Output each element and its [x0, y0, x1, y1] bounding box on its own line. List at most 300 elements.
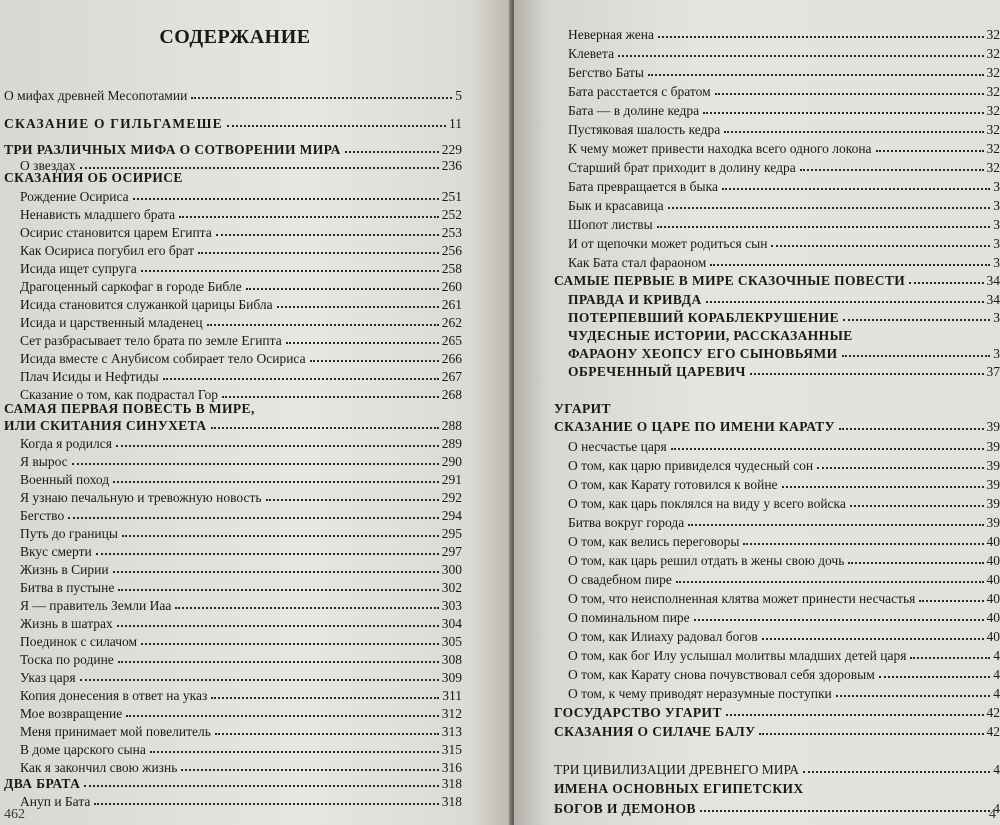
toc-leader-dots — [116, 445, 439, 447]
toc-leader-dots — [117, 625, 439, 627]
toc-entry — [20, 720, 462, 738]
toc-leader-dots — [113, 571, 439, 573]
toc-entry — [20, 311, 462, 329]
toc-leader-dots — [706, 301, 984, 303]
toc-entry-page: 253 — [441, 224, 462, 240]
toc-entry-title: О поминальном пире — [568, 609, 690, 625]
toc-entry-title: ИЛИ СКИТАНИЯ СИНУХЕТА — [4, 417, 207, 433]
toc-entry-page: 32 — [986, 140, 1000, 156]
toc-entry-page: 302 — [441, 579, 462, 595]
toc-entry-title: Пустяковая шалость кедра — [568, 121, 721, 137]
toc-entry-page: 236 — [441, 157, 462, 173]
toc-entry-title: К чему может привести находка всего одного локона — [568, 140, 872, 156]
toc-leader-dots — [657, 226, 991, 228]
toc-entry — [20, 347, 462, 365]
toc-entry-page: 252 — [441, 206, 462, 222]
toc-entry-page: 4 — [993, 800, 1000, 816]
toc-entry-title: Неверная жена — [568, 26, 654, 42]
toc-entry-page: 39 — [986, 495, 1000, 511]
toc-leader-dots — [919, 600, 983, 602]
toc-entry — [568, 605, 1000, 624]
toc-entry-page: 4 — [993, 666, 1000, 682]
toc-leader-dots — [345, 151, 439, 153]
toc-entry-title: Битва в пустыне — [20, 579, 115, 595]
toc-leader-dots — [839, 428, 984, 430]
toc-entry — [20, 432, 462, 450]
toc-entry — [554, 796, 1000, 815]
toc-leader-dots — [68, 517, 439, 519]
toc-entry-page: 268 — [441, 386, 462, 402]
toc-entry — [554, 268, 1000, 287]
toc-entry-page: 303 — [441, 597, 462, 613]
toc-entry-title: Я — правитель Земли Иаа — [20, 597, 172, 613]
toc-entry-title: Рождение Осириса — [20, 188, 129, 204]
toc-entry — [20, 666, 462, 684]
toc-entry-title: ФАРАОНУ ХЕОПСУ ЕГО СЫНОВЬЯМИ — [568, 345, 838, 361]
toc-entry-title: ДВА БРАТА — [4, 775, 81, 791]
toc-entry-title: БОГОВ И ДЕМОНОВ — [554, 800, 696, 816]
toc-entry-title: СКАЗАНИЯ ОБ ОСИРИСЕ — [4, 169, 183, 185]
toc-entry-page: 34 — [986, 272, 1000, 288]
toc-entry — [554, 414, 1000, 433]
toc-entry-page: 32 — [986, 83, 1000, 99]
toc-entry-page: 229 — [441, 141, 462, 157]
toc-leader-dots — [246, 288, 439, 290]
toc-entry — [568, 341, 1000, 360]
toc-leader-dots — [179, 216, 439, 218]
toc-entry-page: 39 — [986, 438, 1000, 454]
toc-entry-title: Жизнь в шатрах — [20, 615, 113, 631]
contents-title: СОДЕРЖАНИЕ — [159, 26, 311, 48]
toc-entry-page: 305 — [441, 633, 462, 649]
toc-entry — [554, 700, 1000, 719]
toc-entry-page: 267 — [441, 368, 462, 384]
toc-leader-dots — [80, 679, 439, 681]
toc-entry-title: Как я закончил свою жизнь — [20, 759, 178, 775]
toc-leader-dots — [771, 245, 990, 247]
toc-entry — [20, 365, 462, 383]
toc-entry-title: Сказание о том, как подрастал Гор — [20, 386, 218, 402]
toc-leader-dots — [817, 467, 983, 469]
toc-leader-dots — [876, 150, 984, 152]
toc-entry-title: О том, как велись переговоры — [568, 533, 740, 549]
toc-entry — [568, 231, 1000, 250]
toc-entry-title: СКАЗАНИЕ О ГИЛЬГАМЕШЕ — [4, 115, 223, 131]
toc-entry-page: 32 — [986, 102, 1000, 118]
toc-entry — [568, 510, 1000, 529]
toc-entry-title: Сет разбрасывает тело брата по земле Египта — [20, 332, 282, 348]
toc-entry-page: 297 — [441, 543, 462, 559]
toc-entry-page: 3 — [993, 309, 1000, 325]
toc-entry-page: 40 — [986, 571, 1000, 587]
toc-entry-title: О том, что неисполненная клятва может принести несчастья — [568, 590, 916, 606]
toc-entry-page: 3 — [993, 254, 1000, 270]
toc-leader-dots — [175, 607, 438, 609]
toc-entry-title: Бата расстается с братом — [568, 83, 711, 99]
toc-entry-page: 39 — [986, 457, 1000, 473]
toc-leader-dots — [710, 264, 990, 266]
toc-entry-page: 39 — [986, 514, 1000, 530]
toc-entry-title: О том, как бог Илу услышал молитвы младших детей царя — [568, 647, 907, 663]
toc-entry — [4, 112, 462, 130]
toc-entry-page: 294 — [441, 507, 462, 523]
toc-entry-page: 3 — [993, 178, 1000, 194]
toc-leader-dots — [141, 270, 439, 272]
toc-entry — [568, 472, 1000, 491]
toc-entry — [568, 529, 1000, 548]
toc-leader-dots — [207, 324, 439, 326]
toc-entry-page: 312 — [441, 705, 462, 721]
toc-entry — [568, 155, 1000, 174]
toc-entry-title: Поединок с силачом — [20, 633, 138, 649]
toc-leader-dots — [150, 751, 439, 753]
toc-leader-dots — [94, 803, 438, 805]
toc-entry — [568, 174, 1000, 193]
left-page-number: 462 — [4, 807, 25, 822]
toc-entry — [4, 414, 462, 432]
toc-entry — [20, 185, 462, 203]
toc-entry-page: 266 — [441, 350, 462, 366]
toc-entry-page: 251 — [441, 188, 462, 204]
toc-entry-page: 5 — [455, 87, 462, 103]
toc-entry-title: ПРАВДА И КРИВДА — [568, 291, 702, 307]
toc-entry-page: 308 — [441, 651, 462, 667]
toc-leader-dots — [216, 234, 439, 236]
toc-entry-title: Путь до границы — [20, 525, 118, 541]
toc-entry-title: О свадебном пире — [568, 571, 672, 587]
toc-leader-dots — [126, 715, 438, 717]
toc-entry-page: 37 — [986, 363, 1000, 379]
toc-leader-dots — [879, 676, 990, 678]
toc-entry-page: 288 — [441, 417, 462, 433]
toc-entry-title: УГАРИТ — [554, 400, 611, 416]
toc-entry-page: 295 — [441, 525, 462, 541]
toc-leader-dots — [850, 505, 984, 507]
toc-entry-title: ИМЕНА ОСНОВНЫХ ЕГИПЕТСКИХ — [554, 780, 804, 796]
toc-leader-dots — [722, 188, 990, 190]
toc-entry — [4, 397, 462, 415]
toc-leader-dots — [843, 319, 990, 321]
toc-entry-title: Вкус смерти — [20, 543, 92, 559]
toc-entry — [20, 203, 462, 221]
toc-entry-page: 258 — [441, 260, 462, 276]
toc-entry — [20, 790, 462, 808]
toc-entry-page: 3 — [993, 235, 1000, 251]
toc-entry-title: И от щепочки может родиться сын — [568, 235, 768, 251]
toc-entry-title: Как Осириса погубил его брат — [20, 242, 194, 258]
toc-entry-page: 42 — [986, 704, 1000, 720]
toc-entry — [568, 193, 1000, 212]
toc-leader-dots — [277, 306, 439, 308]
toc-entry-page: 4 — [993, 761, 1000, 777]
toc-entry-page: 40 — [986, 590, 1000, 606]
toc-leader-dots — [836, 695, 990, 697]
toc-entry-title: Шопот листвы — [568, 216, 653, 232]
toc-entry-title: Когда я родился — [20, 435, 112, 451]
toc-entry — [20, 239, 462, 257]
toc-entry-page: 290 — [441, 453, 462, 469]
toc-leader-dots — [910, 657, 990, 659]
toc-leader-dots — [141, 643, 439, 645]
toc-entry-title: Исида вместе с Анубисом собирает тело Осириса — [20, 350, 306, 366]
toc-entry-title: О том, как Карату готовился к войне — [568, 476, 778, 492]
toc-leader-dots — [286, 342, 439, 344]
toc-entry-title: Мое возвращение — [20, 705, 123, 721]
toc-entry — [4, 84, 462, 102]
toc-entry — [4, 772, 462, 790]
toc-entry — [568, 79, 1000, 98]
toc-entry-page: 11 — [449, 115, 462, 131]
toc-entry — [20, 648, 462, 666]
toc-entry — [568, 22, 1000, 41]
toc-entry-title: Меня принимает мой повелитель — [20, 723, 211, 739]
toc-leader-dots — [227, 125, 446, 127]
toc-entry-page: 32 — [986, 121, 1000, 137]
toc-leader-dots — [118, 589, 438, 591]
toc-entry-title: ГОСУДАРСТВО УГАРИТ — [554, 704, 722, 720]
toc-entry-page: 311 — [442, 687, 462, 703]
toc-leader-dots — [726, 714, 984, 716]
toc-entry — [568, 98, 1000, 117]
toc-entry-page: 256 — [441, 242, 462, 258]
toc-entry-page: 3 — [993, 216, 1000, 232]
toc-entry-page: 3 — [993, 197, 1000, 213]
toc-entry — [20, 275, 462, 293]
toc-leader-dots — [803, 771, 990, 773]
toc-entry-title: Ненависть младшего брата — [20, 206, 176, 222]
toc-leader-dots — [668, 207, 991, 209]
toc-entry-page: 315 — [441, 741, 462, 757]
toc-entry — [20, 576, 462, 594]
toc-leader-dots — [163, 378, 439, 380]
toc-entry — [20, 612, 462, 630]
toc-entry-page: 316 — [441, 759, 462, 775]
toc-entry-page: 32 — [986, 26, 1000, 42]
toc-entry — [20, 329, 462, 347]
toc-entry-page: 32 — [986, 159, 1000, 175]
toc-entry-title: О том, как царь поклялся на виду у всего войска — [568, 495, 846, 511]
toc-entry — [568, 453, 1000, 472]
toc-leader-dots — [118, 661, 439, 663]
toc-entry-page: 291 — [441, 471, 462, 487]
toc-entry — [554, 757, 1000, 776]
toc-entry-page: 32 — [986, 45, 1000, 61]
toc-entry-title: ПОТЕРПЕВШИЙ КОРАБЛЕКРУШЕНИЕ — [568, 309, 840, 325]
toc-entry-title: Как Бата стал фараоном — [568, 254, 707, 270]
toc-entry — [568, 681, 1000, 700]
right-page — [514, 0, 1000, 825]
toc-leader-dots — [909, 282, 983, 284]
toc-leader-dots — [688, 524, 983, 526]
toc-entry — [568, 250, 1000, 269]
toc-entry-page: 39 — [986, 418, 1000, 434]
toc-entry — [568, 41, 1000, 60]
toc-entry-page: 261 — [441, 296, 462, 312]
toc-entry — [20, 738, 462, 756]
toc-entry-page: 304 — [441, 615, 462, 631]
toc-entry-page: 42 — [986, 723, 1000, 739]
toc-leader-dots — [618, 55, 983, 57]
toc-entry-title: О мифах древней Месопотамии — [4, 87, 188, 103]
toc-entry-page: 292 — [441, 489, 462, 505]
toc-entry — [568, 117, 1000, 136]
toc-entry — [568, 60, 1000, 79]
toc-entry — [554, 396, 1000, 415]
toc-entry-page: 4 — [993, 647, 1000, 663]
toc-entry — [20, 468, 462, 486]
toc-entry-title: О несчастье царя — [568, 438, 667, 454]
toc-entry-title: О том, как царь решил отдать в жены свою дочь — [568, 552, 845, 568]
toc-leader-dots — [215, 733, 439, 735]
toc-entry-title: ЧУДЕСНЫЕ ИСТОРИИ, РАССКАЗАННЫЕ — [568, 327, 853, 343]
toc-entry-page: 40 — [986, 609, 1000, 625]
toc-leader-dots — [724, 131, 983, 133]
toc-entry — [20, 504, 462, 522]
toc-entry-page: 40 — [986, 533, 1000, 549]
toc-entry-title: Бегство — [20, 507, 65, 523]
toc-entry-title: О том, к чему приводят неразумные поступки — [568, 685, 832, 701]
toc-entry-page: 4 — [993, 685, 1000, 701]
toc-entry — [568, 491, 1000, 510]
toc-entry — [20, 257, 462, 275]
toc-entry-title: САМЫЕ ПЕРВЫЕ В МИРЕ СКАЗОЧНЫЕ ПОВЕСТИ — [554, 272, 906, 288]
toc-entry-page: 309 — [441, 669, 462, 685]
toc-leader-dots — [648, 74, 984, 76]
toc-leader-dots — [198, 252, 439, 254]
toc-entry-page: 262 — [441, 314, 462, 330]
toc-entry — [20, 594, 462, 612]
toc-entry — [20, 293, 462, 311]
toc-leader-dots — [762, 638, 984, 640]
toc-entry-title: Ануп и Бата — [20, 793, 91, 809]
toc-entry — [554, 776, 1000, 795]
toc-leader-dots — [694, 619, 984, 621]
toc-entry — [20, 540, 462, 558]
toc-entry — [554, 719, 1000, 738]
toc-entry-page: 318 — [441, 793, 462, 809]
toc-entry-title: ТРИ РАЗЛИЧНЫХ МИФА О СОТВОРЕНИИ МИРА — [4, 141, 341, 157]
toc-leader-dots — [181, 769, 438, 771]
toc-entry-page: 34 — [986, 291, 1000, 307]
toc-entry-title: О том, как Илиаху радовал богов — [568, 628, 758, 644]
toc-entry-title: Указ царя — [20, 669, 76, 685]
toc-entry — [568, 586, 1000, 605]
toc-leader-dots — [84, 785, 438, 787]
toc-leader-dots — [848, 562, 983, 564]
toc-entry — [568, 662, 1000, 681]
toc-entry-page: 40 — [986, 628, 1000, 644]
toc-leader-dots — [676, 581, 984, 583]
toc-entry-page: 39 — [986, 476, 1000, 492]
toc-entry — [568, 136, 1000, 155]
toc-entry — [4, 166, 462, 184]
toc-entry — [20, 486, 462, 504]
toc-leader-dots — [72, 463, 439, 465]
toc-entry-title: Бегство Баты — [568, 64, 644, 80]
toc-entry — [568, 434, 1000, 453]
toc-leader-dots — [191, 97, 452, 99]
toc-entry-page: 300 — [441, 561, 462, 577]
toc-entry-title: Бата — в долине кедра — [568, 102, 700, 118]
right-page-number: 4 — [989, 807, 996, 822]
toc-entry-title: В доме царского сына — [20, 741, 146, 757]
toc-entry-title: Драгоценный саркофаг в городе Библе — [20, 278, 242, 294]
toc-entry — [568, 548, 1000, 567]
toc-leader-dots — [782, 486, 984, 488]
toc-entry-page: 318 — [441, 775, 462, 791]
toc-entry-page: 3 — [993, 345, 1000, 361]
toc-entry-title: Плач Исиды и Нефтиды — [20, 368, 159, 384]
toc-leader-dots — [658, 36, 984, 38]
toc-entry-title: Копия донесения в ответ на указ — [20, 687, 208, 703]
toc-entry — [20, 522, 462, 540]
toc-entry-title: Старший брат приходит в долину кедра — [568, 159, 796, 175]
toc-entry — [568, 567, 1000, 586]
toc-leader-dots — [800, 169, 984, 171]
toc-entry — [20, 558, 462, 576]
toc-entry — [20, 630, 462, 648]
toc-entry-page: 40 — [986, 552, 1000, 568]
toc-leader-dots — [211, 697, 439, 699]
toc-entry — [568, 305, 1000, 324]
toc-leader-dots — [133, 198, 439, 200]
toc-entry-page: 260 — [441, 278, 462, 294]
toc-leader-dots — [266, 499, 439, 501]
toc-entry-page: 265 — [441, 332, 462, 348]
toc-leader-dots — [700, 810, 990, 812]
toc-entry-title: Исида ищет супруга — [20, 260, 137, 276]
toc-leader-dots — [96, 553, 439, 555]
toc-leader-dots — [671, 448, 984, 450]
toc-entry — [568, 624, 1000, 643]
toc-leader-dots — [715, 93, 984, 95]
toc-entry — [568, 643, 1000, 662]
toc-entry-title: Осирис становится царем Египта — [20, 224, 212, 240]
toc-entry-title: О том, как Карату снова почувствовал себя здоровым — [568, 666, 875, 682]
toc-entry — [568, 212, 1000, 231]
toc-entry — [20, 221, 462, 239]
toc-entry-title: СКАЗАНИЕ О ЦАРЕ ПО ИМЕНИ КАРАТУ — [554, 418, 835, 434]
toc-entry-page: 313 — [441, 723, 462, 739]
toc-entry-title: О том, как царю привиделся чудесный сон — [568, 457, 814, 473]
toc-leader-dots — [122, 535, 439, 537]
toc-entry-title: Битва вокруг города — [568, 514, 685, 530]
toc-entry — [20, 450, 462, 468]
toc-entry-title: Исида и царственный младенец — [20, 314, 203, 330]
toc-entry — [568, 287, 1000, 306]
toc-entry-title: Я вырос — [20, 453, 68, 469]
toc-entry-page: 32 — [986, 64, 1000, 80]
toc-entry-title: ТРИ ЦИВИЛИЗАЦИИ ДРЕВНЕГО МИРА — [554, 761, 800, 777]
toc-entry-title: О звездах — [20, 157, 76, 173]
toc-leader-dots — [703, 112, 983, 114]
toc-entry-title: Я узнаю печальную и тревожную новость — [20, 489, 262, 505]
toc-entry-title: Клевета — [568, 45, 615, 61]
toc-entry-page: 289 — [441, 435, 462, 451]
toc-entry-title: Бык и красавица — [568, 197, 664, 213]
toc-leader-dots — [310, 360, 439, 362]
toc-entry-title: Жизнь в Сирии — [20, 561, 109, 577]
toc-entry-title: Военный поход — [20, 471, 110, 487]
toc-leader-dots — [743, 543, 983, 545]
toc-leader-dots — [750, 373, 984, 375]
toc-entry — [568, 359, 1000, 378]
toc-entry — [20, 702, 462, 720]
toc-leader-dots — [113, 481, 439, 483]
toc-entry-title: САМАЯ ПЕРВАЯ ПОВЕСТЬ В МИРЕ, — [4, 400, 255, 416]
toc-entry-title: СКАЗАНИЯ О СИЛАЧЕ БАЛУ — [554, 723, 756, 739]
toc-entry-title: ОБРЕЧЕННЫЙ ЦАРЕВИЧ — [568, 363, 746, 379]
